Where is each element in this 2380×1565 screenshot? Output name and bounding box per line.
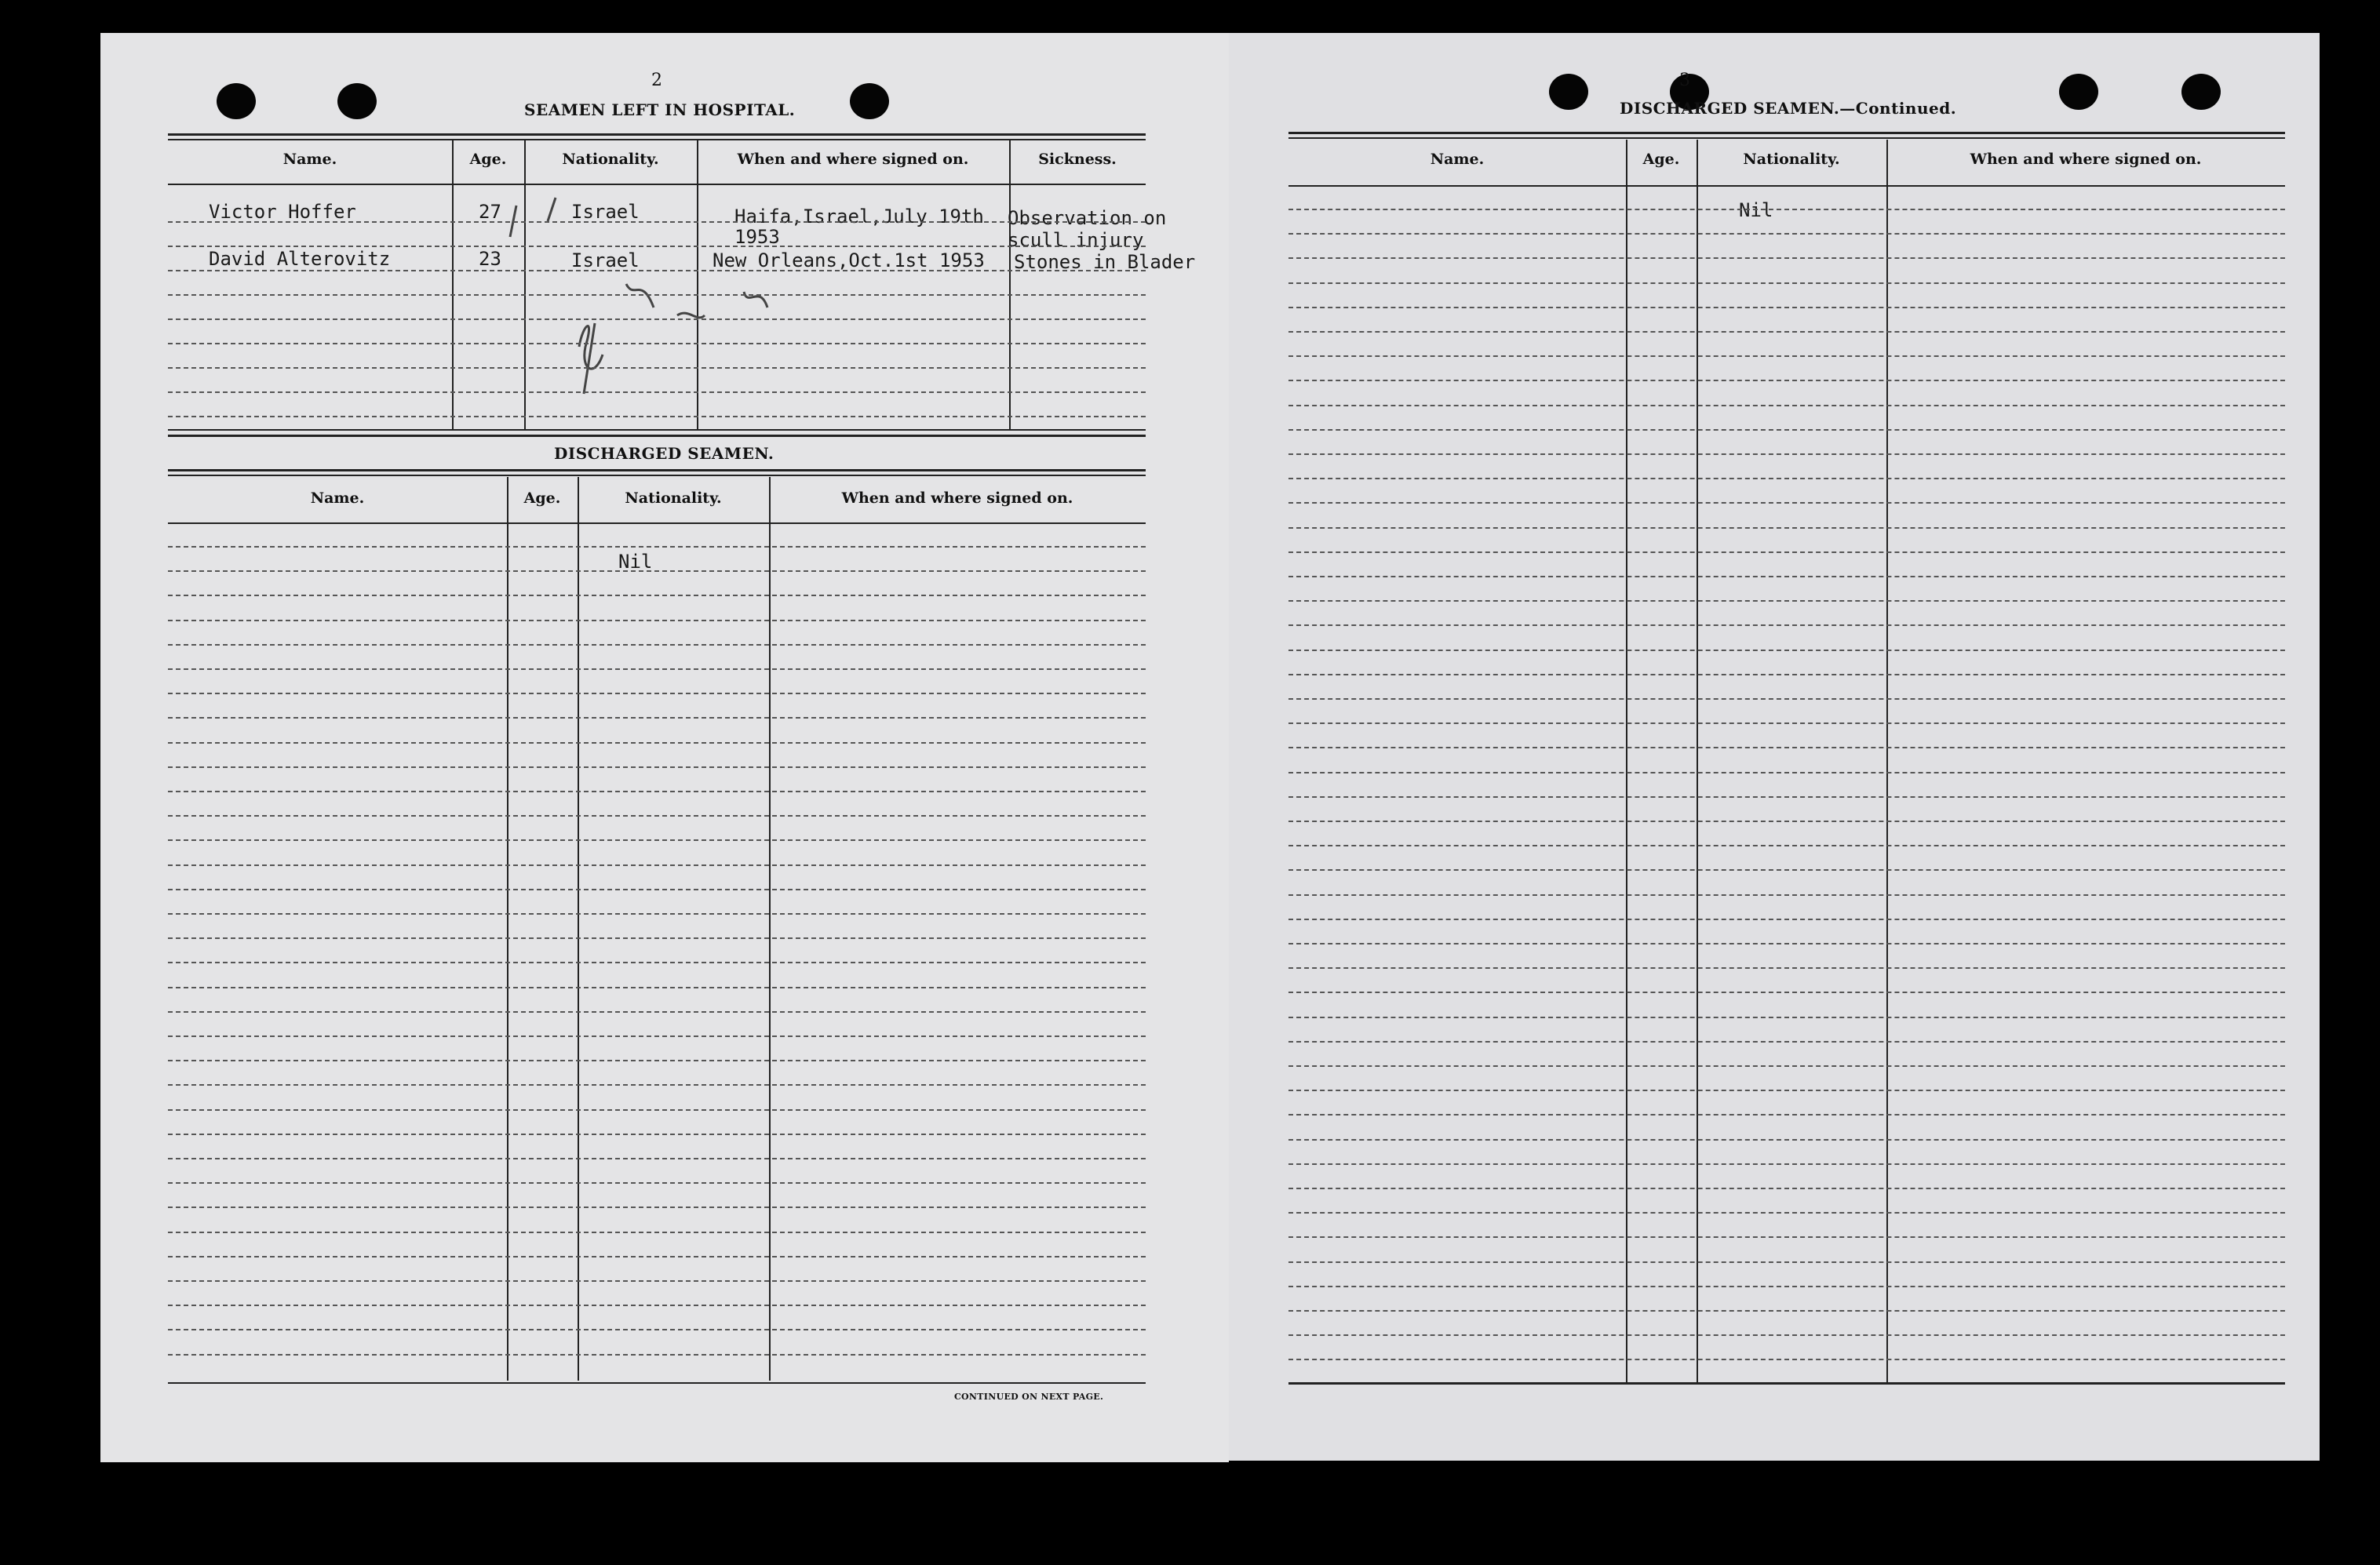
ruled-line — [168, 294, 1146, 296]
discharged-col-header-age: Age. — [523, 490, 561, 507]
row1-signed-on: Haifa,Israel,July 19th — [734, 206, 984, 227]
ruled-line — [1288, 1163, 2285, 1165]
ruled-line — [168, 668, 1146, 670]
ruled-line — [1288, 355, 2285, 357]
page-number: 3 — [1679, 71, 1690, 90]
ruled-line — [168, 1207, 1146, 1208]
ruled-line — [168, 693, 1146, 694]
ruled-line — [168, 742, 1146, 744]
ruled-line — [168, 620, 1146, 621]
ruled-line — [168, 391, 1146, 393]
ruled-line — [168, 889, 1146, 890]
row2-sickness: Stones in Blader — [1014, 251, 1196, 273]
punch-hole — [337, 83, 377, 119]
row1-name: Victor Hoffer — [209, 201, 356, 223]
col-header-nationality: Nationality. — [562, 151, 659, 168]
ruled-line — [168, 318, 1146, 320]
ruled-line — [168, 1084, 1146, 1086]
ruled-line — [1288, 845, 2285, 846]
ruled-line — [1288, 772, 2285, 773]
ruled-line — [1288, 698, 2285, 700]
ruled-line — [1288, 282, 2285, 284]
col-header-sickness: Sickness. — [1038, 151, 1117, 168]
ruled-line — [168, 570, 1146, 572]
row2-name: David Alterovitz — [209, 248, 391, 270]
col-header-signed-on: When and where signed on. — [737, 151, 969, 168]
ruled-line — [1288, 1286, 2285, 1287]
ruled-line — [1288, 919, 2285, 920]
discharged-nil-entry: Nil — [618, 551, 653, 573]
ruled-line — [1288, 722, 2285, 724]
row1-sickness: Observation on — [1008, 207, 1167, 229]
right-col-header-nationality: Nationality. — [1743, 151, 1840, 168]
ruled-line — [1288, 796, 2285, 798]
ruled-line — [168, 221, 1146, 223]
ruled-line — [1288, 1041, 2285, 1043]
ruled-line — [168, 1280, 1146, 1282]
ruled-line — [168, 962, 1146, 963]
ruled-line — [1288, 1065, 2285, 1067]
ruled-line — [1288, 1188, 2285, 1189]
discharged-col-header-name: Name. — [310, 490, 365, 507]
ruled-line — [1288, 1139, 2285, 1141]
ruled-line — [168, 1060, 1146, 1061]
col-header-name: Name. — [282, 151, 337, 168]
row1-age: 27 — [479, 201, 501, 223]
ruled-line — [1288, 453, 2285, 455]
right-col-header-name: Name. — [1430, 151, 1485, 168]
ruled-line — [168, 1158, 1146, 1159]
row2-nationality: Israel — [571, 249, 640, 271]
ruled-line — [1288, 894, 2285, 896]
ruled-line — [1288, 1310, 2285, 1312]
ruled-line — [168, 1305, 1146, 1306]
page-number: 2 — [651, 71, 662, 90]
ruled-line — [1288, 257, 2285, 259]
ruled-line — [168, 1182, 1146, 1184]
ruled-line — [1288, 405, 2285, 406]
ruled-line — [1288, 478, 2285, 479]
ruled-line — [168, 1109, 1146, 1111]
right-page — [1229, 33, 2320, 1461]
ruled-line — [1288, 502, 2285, 504]
ruled-line — [168, 416, 1146, 417]
ruled-line — [1288, 674, 2285, 675]
ruled-line — [1288, 527, 2285, 529]
ruled-line — [1288, 1236, 2285, 1238]
ruled-line — [168, 546, 1146, 548]
discharged-continued-title: DISCHARGED SEAMEN.—Continued. — [1620, 99, 1957, 118]
ruled-line — [1288, 331, 2285, 333]
ruled-line — [168, 644, 1146, 646]
ruled-line — [1288, 992, 2285, 993]
ruled-line — [1288, 1261, 2285, 1263]
punch-hole — [217, 83, 256, 119]
row1-nationality: Israel — [571, 201, 640, 223]
ruled-line — [168, 343, 1146, 344]
ruled-line — [168, 1256, 1146, 1257]
continued-note: CONTINUED ON NEXT PAGE. — [954, 1392, 1104, 1402]
punch-hole — [2059, 74, 2098, 110]
discharged-section-title: DISCHARGED SEAMEN. — [554, 444, 775, 463]
row1-sickness-cont: scull injury — [1008, 229, 1144, 251]
ruled-line — [168, 367, 1146, 369]
ruled-line — [1288, 233, 2285, 235]
ruled-line — [168, 839, 1146, 841]
ruled-line — [1288, 650, 2285, 651]
ruled-line — [1288, 576, 2285, 577]
ruled-line — [168, 1354, 1146, 1356]
ruled-line — [1288, 1114, 2285, 1116]
ruled-line — [1288, 869, 2285, 871]
col-header-age: Age. — [469, 151, 507, 168]
ruled-line — [1288, 600, 2285, 602]
discharged-col-header-nationality: Nationality. — [625, 490, 722, 507]
punch-hole — [1549, 74, 1588, 110]
ruled-line — [168, 270, 1146, 271]
discharged-col-header-signed-on: When and where signed on. — [841, 490, 1073, 507]
ruled-line — [168, 1011, 1146, 1013]
ruled-line — [1288, 821, 2285, 822]
ruled-line — [1288, 429, 2285, 431]
punch-hole — [2181, 74, 2221, 110]
ruled-line — [168, 246, 1146, 247]
row1-signed-on-year: 1953 — [734, 226, 780, 248]
ruled-line — [1288, 307, 2285, 308]
ruled-line — [168, 1035, 1146, 1037]
ruled-line — [1288, 1359, 2285, 1360]
ruled-line — [1288, 209, 2285, 210]
ruled-line — [1288, 967, 2285, 969]
ruled-line — [1288, 380, 2285, 381]
ruled-line — [168, 1232, 1146, 1233]
ruled-line — [168, 766, 1146, 768]
ruled-line — [1288, 747, 2285, 748]
ruled-line — [1288, 624, 2285, 626]
ruled-line — [168, 913, 1146, 915]
punch-hole — [850, 83, 889, 119]
hospital-section-title: SEAMEN LEFT IN HOSPITAL. — [524, 100, 796, 119]
ruled-line — [168, 987, 1146, 988]
ruled-line — [1288, 943, 2285, 944]
ruled-line — [168, 791, 1146, 792]
ruled-line — [168, 864, 1146, 866]
ruled-line — [168, 1134, 1146, 1135]
ruled-line — [168, 717, 1146, 719]
right-col-header-age: Age. — [1642, 151, 1680, 168]
ruled-line — [1288, 1334, 2285, 1336]
ruled-line — [168, 815, 1146, 817]
handwritten-annotation — [508, 190, 807, 425]
ruled-line — [168, 937, 1146, 939]
row2-signed-on: New Orleans,Oct.1st 1953 — [713, 249, 985, 271]
ruled-line — [1288, 551, 2285, 553]
ruled-line — [1288, 1090, 2285, 1091]
left-page — [100, 33, 1229, 1462]
right-col-header-signed-on: When and where signed on. — [1970, 151, 2202, 168]
ruled-line — [168, 595, 1146, 596]
row2-age: 23 — [479, 248, 501, 270]
ruled-line — [1288, 1212, 2285, 1214]
right-nil-entry: Nil — [1739, 199, 1773, 221]
ruled-line — [1288, 1017, 2285, 1018]
ruled-line — [168, 1329, 1146, 1330]
